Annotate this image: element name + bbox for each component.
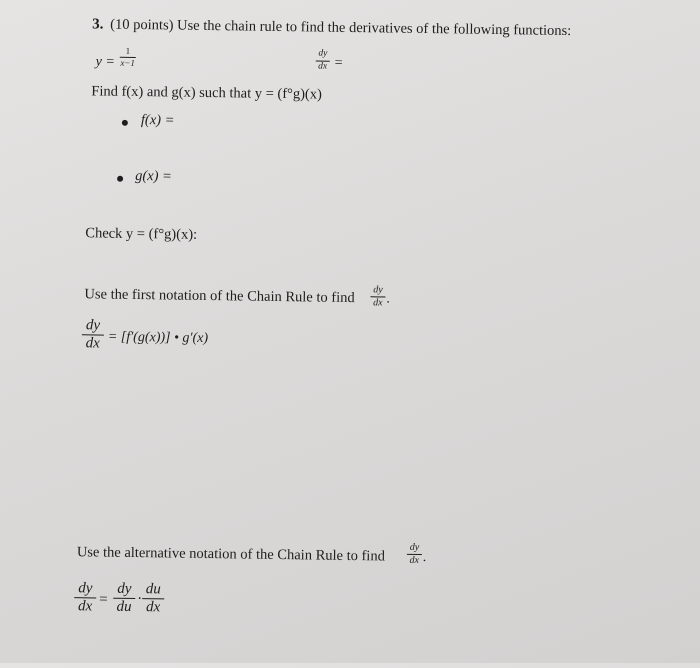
- dydx-numerator: dy: [318, 48, 328, 59]
- first-notation-dydx: [370, 285, 385, 308]
- first-notation-text: Use the first notation of the Chain Rule to find: [84, 286, 355, 307]
- dydx-denominator: dx: [318, 61, 328, 72]
- numerator: dy: [78, 580, 93, 597]
- first-formula-rhs: = [f′(g(x))] • g′(x): [107, 329, 209, 347]
- y-denominator: x−1: [120, 57, 136, 68]
- numerator: dy: [373, 284, 383, 296]
- g-of-x-line: g(x) =: [135, 167, 173, 185]
- y-numerator: 1: [125, 45, 131, 56]
- y-fraction: [120, 47, 136, 68]
- alt-notation-dydx: [407, 543, 422, 566]
- problem-number: 3.: [92, 16, 104, 33]
- numerator: dy: [85, 317, 101, 334]
- denominator: dx: [373, 297, 383, 309]
- find-instruction: Find f(x) and g(x) such that y = (f°g)(x): [91, 83, 323, 103]
- numerator: du: [145, 581, 161, 598]
- bullet-icon: [117, 176, 123, 182]
- alt-formula-equals: =: [99, 591, 108, 608]
- denominator: dx: [77, 598, 93, 615]
- dydx-fraction: [316, 49, 330, 71]
- alt-formula-dydu: [113, 582, 135, 615]
- bullet-icon: [122, 120, 128, 126]
- alt-formula-dot: ·: [137, 591, 143, 608]
- alt-notation-text: Use the alternative notation of the Chain Rule to find: [76, 544, 386, 565]
- check-line: Check y = (f°g)(x):: [85, 225, 198, 243]
- numerator: dy: [117, 580, 132, 597]
- alt-formula-lhs: [74, 581, 96, 614]
- y-equals: y =: [95, 54, 115, 70]
- problem-header: (10 points) Use the chain rule to find the derivatives of the following functions:: [110, 16, 572, 40]
- period: .: [422, 550, 427, 566]
- denominator: dx: [145, 599, 161, 616]
- denominator: dx: [409, 554, 420, 566]
- period: .: [386, 291, 391, 307]
- dydx-equals: =: [334, 55, 343, 71]
- denominator: du: [116, 598, 132, 615]
- first-formula-lhs: [82, 318, 104, 351]
- alt-formula-dudx: [142, 582, 164, 615]
- numerator: dy: [409, 541, 420, 553]
- denominator: dx: [85, 335, 100, 352]
- f-of-x-line: f(x) =: [140, 112, 175, 129]
